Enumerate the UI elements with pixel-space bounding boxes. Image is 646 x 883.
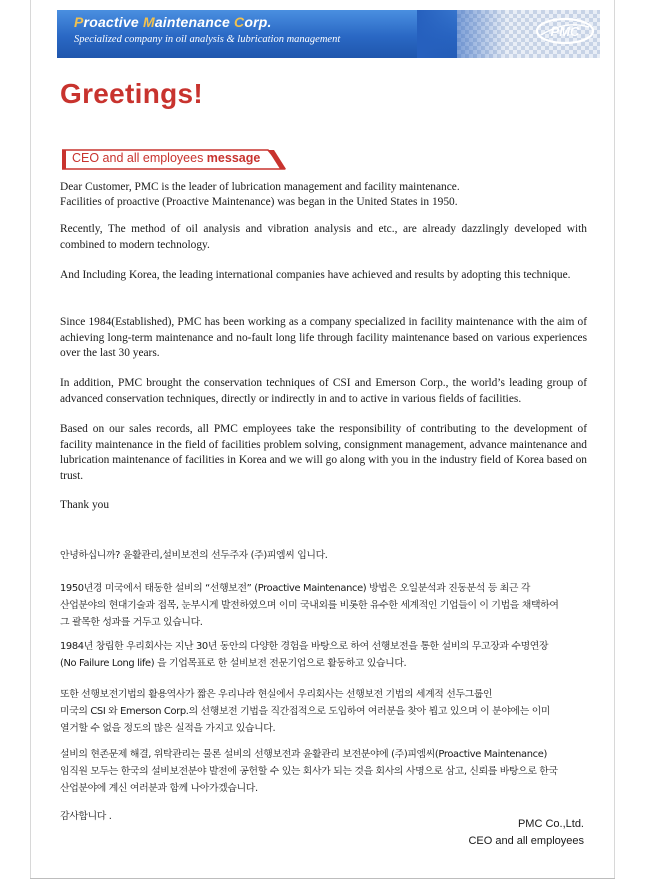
company-name-initial-c: C [234, 14, 245, 30]
english-paragraph-3: And Including Korea, the leading international companies have achieved and results by adopting this technique. [60, 269, 571, 281]
company-name [74, 14, 272, 30]
company-name-initial-p: P [74, 14, 84, 30]
english-paragraph-1-line-2: Facilities of proactive (Proactive Maintenance) was began in the United States in 1950. [60, 196, 458, 208]
page-title: Greetings! [60, 78, 204, 109]
english-closing: Thank you [60, 499, 110, 511]
page-border-right [614, 0, 615, 878]
korean-greeting: 안녕하십니까? 윤활관리,설비보전의 선두주자 (주)피엠씨 입니다. [60, 550, 328, 561]
message-tag [72, 151, 260, 165]
korean-closing: 감사합니다 . [60, 811, 112, 822]
message-tag-normal: CEO and all employees [72, 151, 207, 165]
korean-paragraph-3-line-1: 1984년 창립한 우리회사는 지난 30년 동안의 다양한 경험을 바탕으로 하여 선행보전을 통한 설비의 무고장과 수명연장 [60, 641, 549, 652]
korean-paragraph-2-line-1: 1950년경 미국에서 태동한 설비의 “선행보전” (Proactive Maintenance) 방법은 오일분석과 진동분석 등 최근 각 [60, 583, 531, 594]
korean-paragraph-4-line-1: 또한 선행보전기법의 활용역사가 짧은 우리나라 현실에서 우리회사는 선행보전 기법의 세계적 선두그룹인 [60, 689, 493, 700]
korean-paragraph-5-line-1: 설비의 현존문제 해결, 위탁관리는 물론 설비의 선행보전과 윤활관리 보전분야에 (주)피엠씨(Proactive Maintenance) [60, 749, 547, 760]
korean-paragraph-4-line-3: 열거할 수 없을 정도의 많은 실적을 가지고 있습니다. [60, 723, 276, 734]
korean-paragraph-3-line-2: (No Failure Long life) 을 기업목표로 한 설비보전 전문기업으로 활동하고 있습니다. [60, 658, 407, 669]
signature-company: PMC Co.,Ltd. [517, 818, 584, 830]
page-border-left [30, 0, 31, 878]
company-banner [57, 10, 600, 58]
company-name-part-roactive: roactive [83, 14, 143, 30]
korean-paragraph-5-line-2: 임직원 모두는 한국의 설비보전분야 발전에 공헌할 수 있는 회사가 되는 것을 회사의 사명으로 삼고, 신뢰를 바탕으로 한국 [60, 766, 558, 777]
signature-name: CEO and all employees [468, 835, 584, 847]
english-paragraph-5: In addition, PMC brought the conservation techniques of CSI and Emerson Corp., the world’s leading group of advanced conservation techniques, directly or indirectly in and to active in various fields of facilities. [60, 377, 587, 405]
company-name-part-orp: orp. [244, 14, 272, 30]
korean-paragraph-5-line-3: 산업분야에 계신 여러분과 함께 나아가겠습니다. [60, 783, 258, 794]
pmc-logo [535, 16, 595, 46]
banner-fade [417, 10, 507, 58]
company-name-part-aintenance: aintenance [154, 14, 235, 30]
english-paragraph-4: Since 1984(Established), PMC has been working as a company specialized in facility maintenance with the aim of achieving long-term maintenance and no-fault long life through facility maintenance based on various experiences over the last 30 years. [60, 316, 587, 359]
english-paragraph-6: Based on our sales records, all PMC employees take the responsibility of contributing to the development of facility maintenance in the field of facilities problem solving, consignment management, advance maintenance and lubrication maintenance of facilities in Korea and we will go along with you in the industry field of Korea based on trust. [60, 423, 587, 482]
page-border-bottom [30, 878, 615, 879]
english-paragraph-1-line-1: Dear Customer, PMC is the leader of lubrication management and facility maintenance. [60, 181, 460, 193]
english-paragraph-2: Recently, The method of oil analysis and vibration analysis and etc., are already dazzlingly developed with combined to modern technology. [60, 223, 587, 251]
company-tagline: Specialized company in oil analysis & lubrication management [74, 34, 341, 45]
korean-paragraph-2-line-2: 산업분야의 현대기술과 접목, 눈부시게 발전하였으며 이미 국내외를 비롯한 유수한 세계적인 기업들이 이 기법을 채택하여 [60, 600, 559, 611]
pmc-logo-text: PMC [550, 24, 580, 39]
korean-paragraph-2-line-3: 그 괄목한 성과를 거두고 있습니다. [60, 617, 203, 628]
company-name-initial-m: M [142, 14, 155, 30]
message-tag-bold: message [206, 151, 261, 165]
korean-paragraph-4-line-2: 미국의 CSI 와 Emerson Corp.의 선행보전 기법을 직간접적으로 도입하여 여러분을 찾아 뵙고 있으며 이 분야에는 이미 [60, 706, 551, 717]
